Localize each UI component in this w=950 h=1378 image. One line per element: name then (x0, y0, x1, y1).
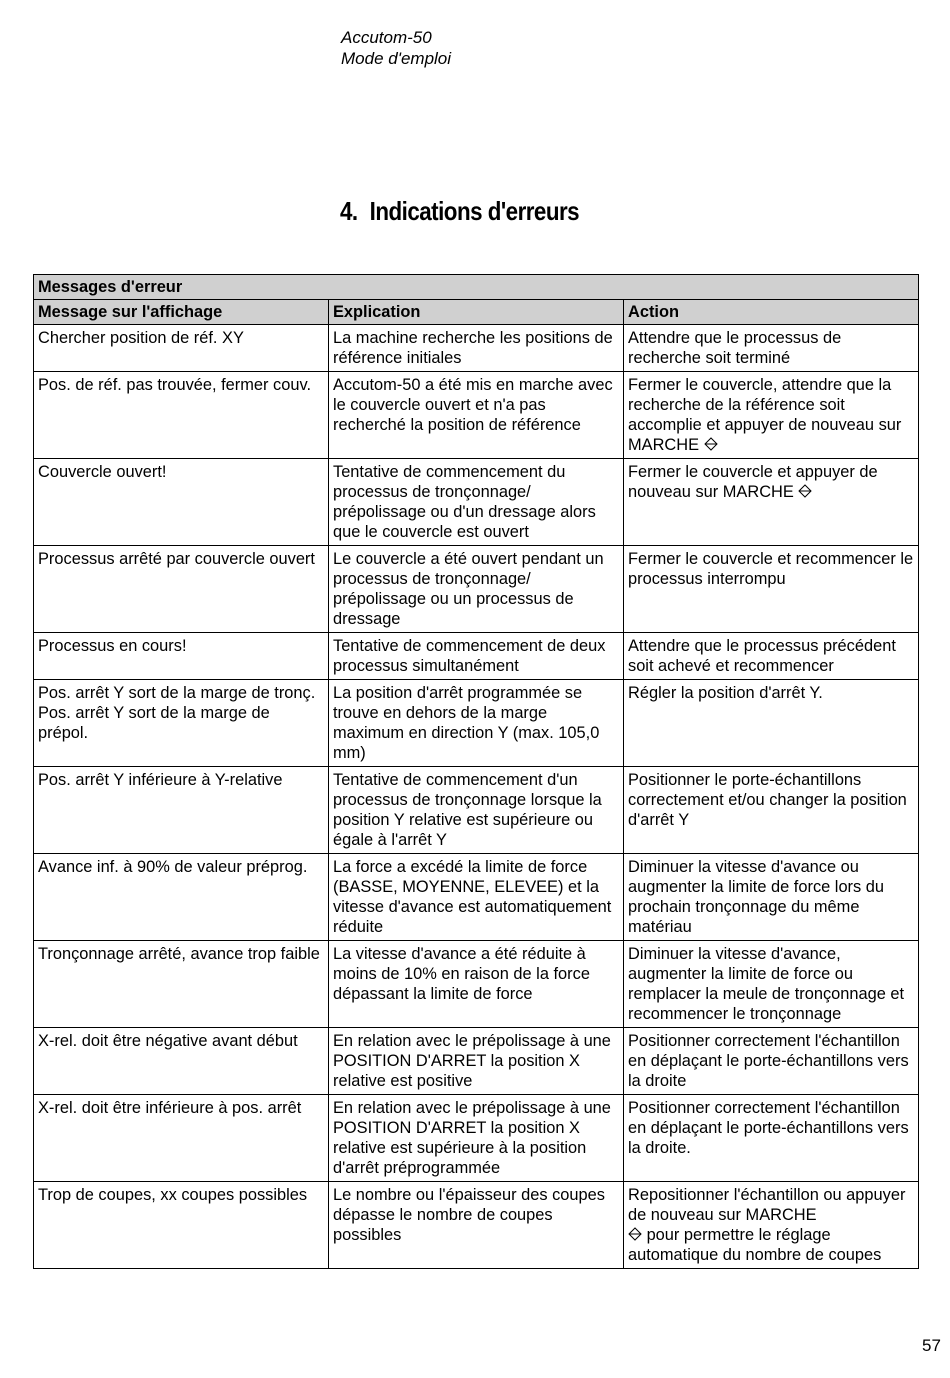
message-text: Pos. de réf. pas trouvée, fermer couv. (38, 376, 311, 394)
table-row (34, 372, 919, 459)
cell-message (34, 459, 329, 546)
explication-text: Tentative de commencement de deux processus simultanément (333, 637, 606, 675)
table-row (34, 854, 919, 941)
action-text: Régler la position d'arrêt Y. (628, 684, 823, 702)
page-number: 57 (922, 1336, 941, 1355)
column-header-explication: Explication (329, 300, 624, 325)
action-text: pour permettre le réglage automatique du nombre de coupes (628, 1226, 882, 1264)
message-text: Processus en cours! (38, 637, 187, 655)
table-row (34, 1028, 919, 1095)
section-number: 4. (340, 196, 358, 226)
cell-message (34, 854, 329, 941)
table-row (34, 325, 919, 372)
cell-explication (329, 941, 624, 1028)
message-text: Couvercle ouvert! (38, 463, 167, 481)
cell-message (34, 1182, 329, 1269)
table-row (34, 1095, 919, 1182)
cell-message (34, 1028, 329, 1095)
start-diamond-icon (628, 1227, 642, 1241)
action-text: Repositionner l'échantillon ou appuyer de nouveau sur MARCHE (628, 1186, 906, 1224)
table-row (34, 680, 919, 767)
cell-message (34, 325, 329, 372)
table-row (34, 1182, 919, 1269)
cell-action (624, 546, 919, 633)
column-header-message: Message sur l'affichage (34, 300, 329, 325)
table-row (34, 546, 919, 633)
action-text: Attendre que le processus précédent soit achevé et recommencer (628, 637, 896, 675)
cell-message (34, 767, 329, 854)
action-text: Attendre que le processus de recherche soit terminé (628, 329, 842, 367)
table-caption-row (34, 275, 919, 300)
cell-action (624, 372, 919, 459)
message-text: X-rel. doit être inférieure à pos. arrêt (38, 1099, 302, 1117)
message-text: Processus arrêté par couvercle ouvert (38, 550, 315, 568)
message-text: Tronçonnage arrêté, avance trop faible (38, 945, 320, 963)
message-text: Trop de coupes, xx coupes possibles (38, 1186, 308, 1204)
cell-action (624, 633, 919, 680)
action-text: Diminuer la vitesse d'avance, augmenter la limite de force ou remplacer la meule de tronçonnage et recommencer le tronçonnage (628, 945, 905, 1023)
action-text: Positionner correctement l'échantillon en déplaçant le porte-échantillons vers la droite (628, 1032, 909, 1090)
explication-text: prépolissage ou d'un dressage alors que le couvercle est ouvert (333, 503, 596, 541)
action-text: Fermer le couvercle, attendre que la recherche de la référence soit accomplie et appuyer de nouveau sur MARCHE (628, 376, 902, 454)
table-body (34, 325, 919, 1269)
action-text: Fermer le couvercle et recommencer le processus interrompu (628, 550, 914, 588)
cell-message (34, 546, 329, 633)
table-row (34, 459, 919, 546)
explication-text: La force a excédé la limite de force (BASSE, MOYENNE, ELEVEE) et la vitesse d'avance est automatiquement réduite (333, 858, 612, 936)
message-text: Chercher position de réf. XY (38, 329, 244, 347)
table-row (34, 941, 919, 1028)
message-text: Pos. arrêt Y sort de la marge de prépol. (38, 704, 270, 742)
error-messages-table (33, 274, 919, 1269)
start-diamond-icon (798, 484, 812, 498)
cell-explication (329, 325, 624, 372)
explication-text: Le nombre ou l'épaisseur des coupes dépasse le nombre de coupes possibles (333, 1186, 605, 1244)
cell-explication (329, 1182, 624, 1269)
cell-message (34, 941, 329, 1028)
explication-text: En relation avec le prépolissage à une POSITION D'ARRET la position X relative est positive (333, 1032, 611, 1090)
header-doc-type: Mode d'emploi (341, 49, 452, 68)
cell-action (624, 1182, 919, 1269)
cell-explication (329, 1028, 624, 1095)
start-diamond-icon (704, 437, 718, 451)
column-header-action: Action (624, 300, 919, 325)
explication-text: Tentative de commencement d'un processus de tronçonnage lorsque la position Y relative est supérieure ou égale à l'arrêt Y (333, 771, 602, 849)
message-text: Pos. arrêt Y inférieure à Y-relative (38, 771, 283, 789)
action-text: Positionner le porte-échantillons correctement et/ou changer la position d'arrêt Y (628, 771, 907, 829)
cell-explication (329, 680, 624, 767)
cell-message (34, 680, 329, 767)
cell-explication (329, 767, 624, 854)
section-title-text: Indications d'erreurs (369, 196, 580, 226)
cell-action (624, 941, 919, 1028)
cell-explication (329, 633, 624, 680)
cell-explication (329, 854, 624, 941)
table-row (34, 633, 919, 680)
message-text: Avance inf. à 90% de valeur préprog. (38, 858, 308, 876)
cell-action (624, 680, 919, 767)
cell-action (624, 459, 919, 546)
explication-text: La vitesse d'avance a été réduite à moins de 10% en raison de la force dépassant la limite de force (333, 945, 590, 1003)
cell-explication (329, 546, 624, 633)
action-text: Diminuer la vitesse d'avance ou augmenter la limite de force lors du prochain tronçonnage du même matériau (628, 858, 884, 936)
cell-action (624, 767, 919, 854)
explication-text: Tentative de commencement du processus de tronçonnage/ (333, 463, 566, 501)
section-title (340, 196, 579, 227)
table-row (34, 767, 919, 854)
cell-action (624, 1095, 919, 1182)
cell-message (34, 372, 329, 459)
document-header (341, 27, 451, 69)
cell-message (34, 633, 329, 680)
cell-explication (329, 1095, 624, 1182)
explication-text: Accutom-50 a été mis en marche avec le couvercle ouvert et n'a pas recherché la position de référence (333, 376, 613, 434)
cell-explication (329, 372, 624, 459)
header-product: Accutom-50 (341, 28, 432, 47)
message-text: X-rel. doit être négative avant début (38, 1032, 298, 1050)
cell-action (624, 1028, 919, 1095)
explication-text: La machine recherche les positions de référence initiales (333, 329, 613, 367)
explication-text: En relation avec le prépolissage à une POSITION D'ARRET la position X relative est supérieure à la position d'arrêt préprogrammée (333, 1099, 611, 1177)
action-text: Fermer le couvercle et appuyer de nouveau sur MARCHE (628, 463, 878, 501)
cell-explication (329, 459, 624, 546)
action-text: Positionner correctement l'échantillon en déplaçant le porte-échantillons vers la droite. (628, 1099, 909, 1157)
cell-action (624, 325, 919, 372)
explication-text: Le couvercle a été ouvert pendant un processus de tronçonnage/ prépolissage ou un processus de dressage (333, 550, 604, 628)
table-header-row (34, 300, 919, 325)
cell-message (34, 1095, 329, 1182)
table-caption: Messages d'erreur (34, 275, 919, 300)
cell-action (624, 854, 919, 941)
explication-text: La position d'arrêt programmée se trouve en dehors de la marge maximum en direction Y (max. 105,0 mm) (333, 684, 600, 762)
message-text: Pos. arrêt Y sort de la marge de tronç. (38, 684, 316, 702)
